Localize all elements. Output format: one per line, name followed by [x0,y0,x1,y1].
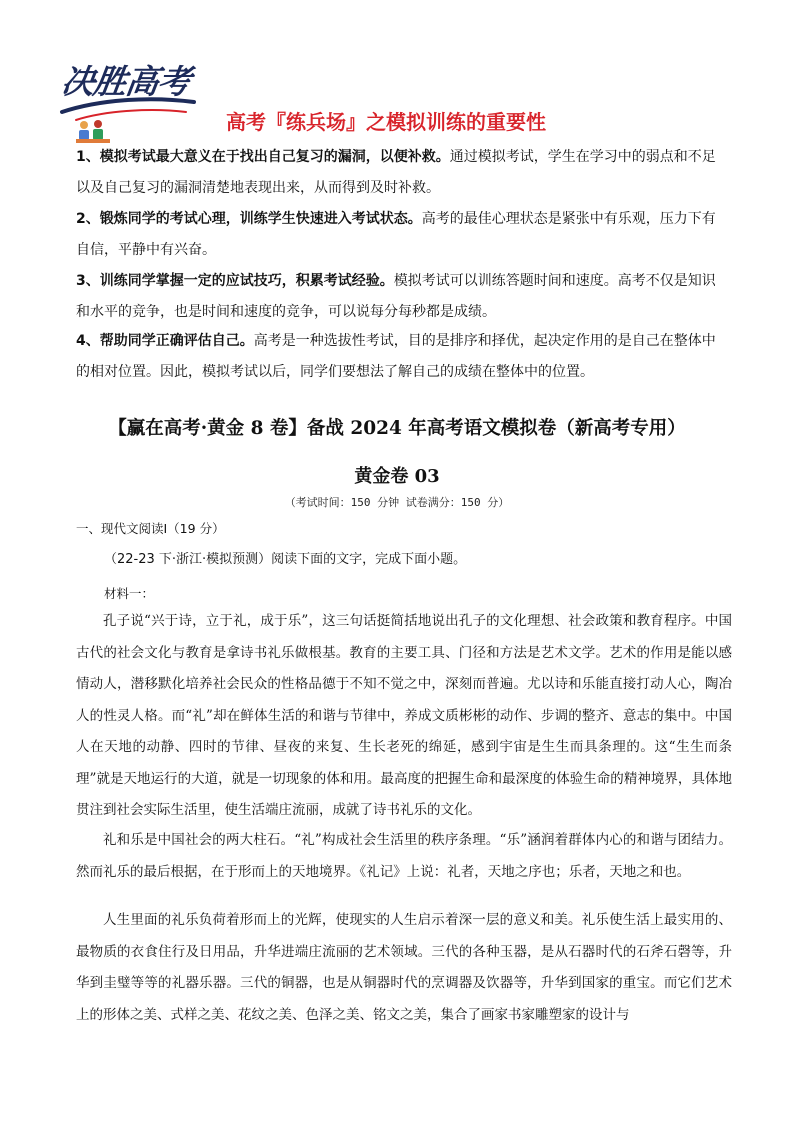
section-intro: （22-23 下·浙江·模拟预测）阅读下面的文字，完成下面小题。 [104,552,467,567]
material-label: 材料一： [104,586,155,601]
passage-text: 人生里面的礼乐负荷着形而上的光辉，使现实的人生启示着深一层的意义和美。礼乐使生活上最实用的、最物质的衣食住行及日用品，升华进端庄流丽的艺术领域。三代的各种玉器，是从石器时代的石斧石磬等，升华到圭璧等等的礼器乐器。三代的铜器，也是从铜器时代的烹调器及饮器等，升华到国家的重宝。而它们艺术上的形体之美、式样之美、花纹之美、色泽之美、铭文之美，集合了画家书家雕塑家的设计与 [76,912,732,1023]
point-body: 模拟考试可以训练答题时间和速度。高考不仅是知识和水平的竞争，也是时间和速度的竞争，可以说每分每秒都是成绩。 [76,273,716,320]
point-body: 高考的最佳心理状态是紧张中有乐观，压力下有自信，平静中有兴奋。 [76,211,716,258]
passage-paragraph [76,606,732,827]
section-heading: 一、现代文阅读Ⅰ（19 分） [76,521,225,536]
brand-logo [58,56,198,146]
passage-paragraph [76,825,732,888]
point-body: 通过模拟考试，学生在学习中的弱点和不足以及自己复习的漏洞清楚地表现出来，从而得到及时补救。 [76,149,716,196]
point-item [76,266,728,328]
point-item [76,204,728,266]
exam-time-note: （考试时间：150 分钟 试卷满分：150 分） [284,496,510,509]
point-item [76,326,728,388]
passage-text: 孔子说“兴于诗，立于礼，成于乐”，这三句话挺简括地说出孔子的文化理想、社会政策和教育程序。中国古代的社会文化与教育是拿诗书礼乐做根基。教育的主要工具、门径和方法是艺术文学。艺术的作用是能以感情动人，潜移默化培养社会民众的性格品德于不知不觉之中，深刻而普遍。尤以诗和乐能直接打动人心，陶冶人的性灵人格。而“礼”却在鲜体生活的和谐与节律中，养成文质彬彬的动作、步调的整齐、意志的集中。中国人在天地的动静、四时的节律、昼夜的来复、生长老死的绵延，感到宇宙是生生而具条理的。这“生生而条理”就是天地运行的大道，就是一切现象的体和用。最高度的把握生命和最深度的体验生命的精神境界，具体地贯注到社会实际生活里，使生活端庄流丽，成就了诗书礼乐的文化。 [76,613,732,818]
passage-paragraph [76,905,732,1031]
exam-subtitle: 黄金卷 03 [354,466,440,487]
point-lead: 3、训练同学掌握一定的应试技巧，积累考试经验。 [76,273,394,289]
point-body: 高考是一种选拔性考试，目的是排序和择优，起决定作用的是自己在整体中的相对位置。因此，模拟考试以后，同学们要想法了解自己的成绩在整体中的位置。 [76,333,716,380]
exam-title: 【赢在高考·黄金 8 卷】备战 2024 年高考语文模拟卷（新高考专用） [108,418,686,439]
point-lead: 1、模拟考试最大意义在于找出自己复习的漏洞，以便补救。 [76,149,450,165]
logo-students-icon [76,118,110,144]
passage-text: 礼和乐是中国社会的两大柱石。“礼”构成社会生活里的秩序条理。“乐”涵润着群体内心的和谐与团结力。然而礼乐的最后根据，在于形而上的天地境界。《礼记》上说：礼者，天地之序也；乐者，天地之和也。 [76,832,732,880]
point-item [76,142,728,204]
page-headline: 高考『练兵场』之模拟训练的重要性 [226,110,546,134]
point-lead: 4、帮助同学正确评估自己。 [76,333,254,349]
logo-wordmark: 决胜高考 [58,62,193,101]
point-lead: 2、锻炼同学的考试心理，训练学生快速进入考试状态。 [76,211,422,227]
